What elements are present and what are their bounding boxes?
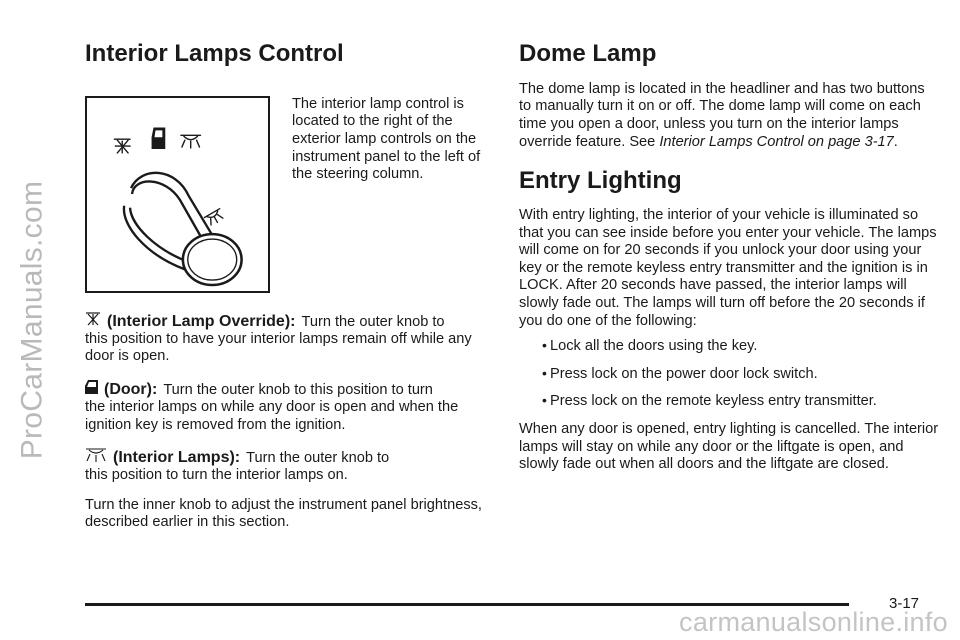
bullet-icon: • [542, 392, 547, 409]
door-icon [85, 380, 98, 399]
interior-lamps-text: this position to turn the interior lamps on. [85, 467, 348, 484]
override-text: this position to have your interior lamps remain off while any door is open. [85, 330, 472, 365]
door-text: the interior lamps on while any door is open and when the ignition key is removed from the ignition. [85, 398, 459, 433]
interior-lamps-position-icon [181, 135, 201, 148]
dome-lamp-paragraph [519, 81, 939, 151]
entry-lighting-list [519, 338, 939, 411]
entry-lighting-heading: Entry Lighting [519, 167, 682, 195]
list-item: • Lock all the doors using the key. [542, 337, 758, 355]
dome-lamp-heading: Dome Lamp [519, 40, 657, 67]
left-column [85, 40, 490, 532]
override-description [85, 312, 490, 366]
lamp-control-knob-diagram [87, 98, 268, 291]
override-label: (Interior Lamp Override): [107, 312, 296, 330]
interior-lamps-icon [85, 448, 107, 467]
bottom-watermark: carmanualsonline.info [679, 607, 948, 637]
list-item: • Press lock on the remote keyless entry transmitter. [542, 392, 877, 410]
dome-lamp-end: . [893, 133, 898, 150]
override-position-icon [114, 139, 130, 153]
entry-cancel-paragraph: When any door is opened, entry lighting is cancelled. The interior lamps will stay on while any door or the liftgate is open, and slowly fade out when all doors and the liftgate are closed. [519, 420, 939, 473]
footer-rule [85, 603, 849, 606]
side-watermark [10, 0, 54, 640]
interior-lamps-control-heading: Interior Lamps Control [85, 40, 344, 67]
interior-lamps-label: (Interior Lamps): [113, 449, 241, 467]
interior-lamp-override-icon [85, 312, 101, 331]
door-label: (Door): [104, 380, 158, 398]
door-text-inline: Turn the outer knob to this position to turn [163, 381, 433, 398]
entry-lighting-paragraph: With entry lighting, the interior of your vehicle is illuminated so that you can see inside before you enter your vehicle. The lamps will come on for 20 seconds if you unlock your door using your key or the remote keyless entry transmitter and the ignition is in LOCK. After 20 seconds have passed, the interior lamps will slowly fade out. The lamps will turn off before the 20 seconds if you do one of the following: [519, 206, 937, 329]
knob-face [183, 234, 242, 285]
lamp-control-illustration [85, 96, 270, 293]
door-description [85, 380, 490, 434]
list-item: • Press lock on the power door lock switch. [542, 364, 818, 382]
interior-lamps-description [85, 448, 490, 485]
page-number: 3-17 [889, 595, 920, 612]
marker-lamp-icon [204, 208, 225, 226]
door-position-icon [152, 127, 166, 149]
right-column [519, 40, 939, 474]
bullet-icon: • [542, 337, 547, 354]
intro-paragraph: The interior lamp control is located to the right of the exterior lamp controls on the instrument panel to the left of the steering column. [292, 95, 481, 183]
brightness-paragraph: Turn the inner knob to adjust the instrument panel brightness, described earlier in this section. [85, 496, 482, 531]
intro-row [85, 96, 490, 293]
dome-lamp-cross-reference: Interior Lamps Control on page 3-17 [659, 133, 894, 150]
bullet-icon: • [542, 364, 547, 381]
override-text-inline: Turn the outer knob to [301, 313, 445, 330]
side-watermark-text: ProCarManuals.com [15, 180, 48, 460]
interior-lamps-text-inline: Turn the outer knob to [246, 450, 390, 467]
dome-lamp-text: The dome lamp is located in the headliner and has two buttons to manually turn it on or off. The dome lamp will come on each time you open a door, unless you turn on the interior lamps override feature. See [519, 80, 925, 150]
